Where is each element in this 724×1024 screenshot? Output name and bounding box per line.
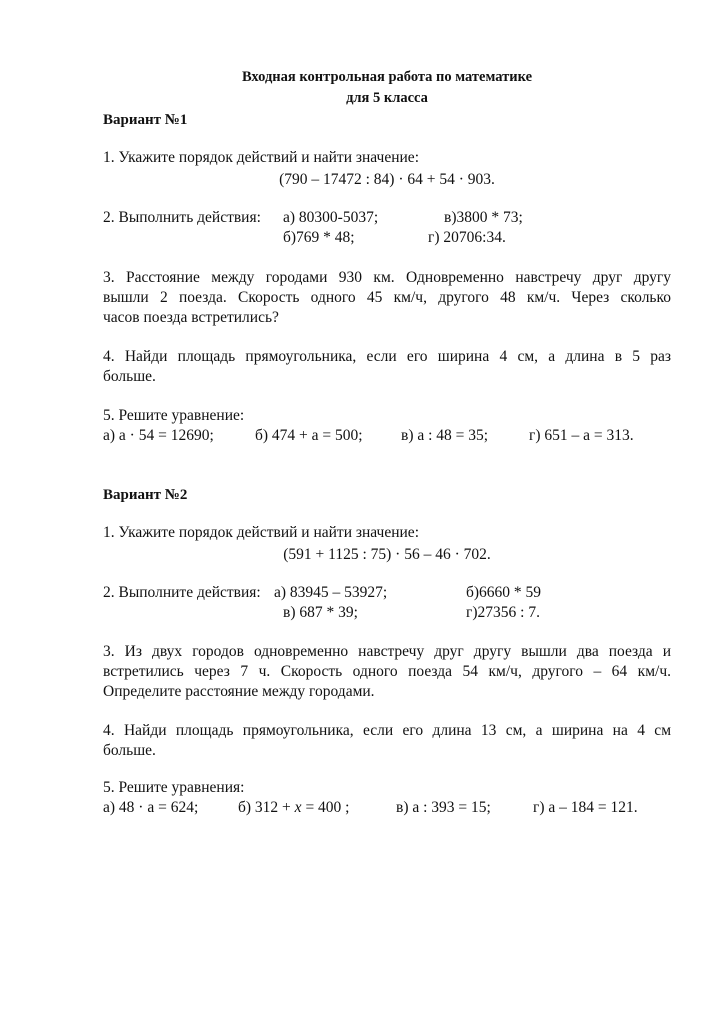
v1-q5-text: 5. Решите уравнение: bbox=[103, 407, 245, 424]
v2-q3-line2: встретились через 7 ч. Скорость одного поезда 54 км/ч, другого – 64 км/ч. bbox=[103, 663, 671, 680]
document-title-line1: Входная контрольная работа по математике bbox=[241, 69, 533, 85]
v1-q5-g: г) 651 – а = 313. bbox=[529, 427, 634, 444]
v2-q5-v: в) а : 393 = 15; bbox=[396, 799, 491, 816]
v1-q5-b: б) 474 + а = 500; bbox=[255, 427, 363, 444]
v1-q5-v: в) а : 48 = 35; bbox=[401, 427, 489, 444]
v2-q2-v: в) 687 * 39; bbox=[283, 604, 358, 621]
v1-q3-line2: вышли 2 поезда. Скорость одного 45 км/ч, другого 48 км/ч. Через сколько bbox=[103, 289, 671, 306]
document-title-line2: для 5 класса bbox=[346, 90, 428, 106]
v1-q5-a: а) а · 54 = 12690; bbox=[103, 427, 214, 444]
v2-q3-line3: Определите расстояние между городами. bbox=[103, 683, 375, 700]
v1-q4-line2: больше. bbox=[103, 368, 156, 385]
v1-q3-line1: 3. Расстояние между городами 930 км. Одновременно навстречу друг другу bbox=[103, 269, 671, 286]
variant2-heading: Вариант №2 bbox=[103, 487, 188, 503]
v2-q2-g: г)27356 : 7. bbox=[466, 604, 540, 621]
v2-q3-line1: 3. Из двух городов одновременно навстречу друг другу вышли два поезда и bbox=[103, 643, 671, 660]
v2-q2-a: а) 83945 – 53927; bbox=[274, 584, 388, 601]
v1-q2-b: б)769 * 48; bbox=[283, 229, 355, 246]
v2-q5-b-var: х bbox=[294, 799, 302, 816]
variant1-heading: Вариант №1 bbox=[103, 112, 188, 128]
v2-q4-line2: больше. bbox=[103, 742, 156, 759]
v1-q3-line3: часов поезда встретились? bbox=[103, 309, 279, 326]
v1-q2-a: а) 80300-5037; bbox=[283, 209, 379, 226]
v1-q2-g: г) 20706:34. bbox=[428, 229, 506, 246]
v2-q4-line1: 4. Найди площадь прямоугольника, если его длина 13 см, а ширина на 4 см bbox=[103, 722, 671, 739]
v1-q4-line1: 4. Найди площадь прямоугольника, если его ширина 4 см, а длина в 5 раз bbox=[103, 348, 671, 365]
v1-q1-expression: (790 – 17472 : 84) · 64 + 54 · 903. bbox=[279, 171, 495, 188]
v2-q5-b-post: = 400 ; bbox=[301, 799, 350, 816]
v2-q1-expression: (591 + 1125 : 75) · 56 – 46 · 702. bbox=[283, 546, 491, 563]
v2-q1-text: 1. Укажите порядок действий и найти значение: bbox=[103, 524, 419, 541]
v2-q5-b-pre: б) 312 + bbox=[238, 799, 295, 816]
v1-q1-text: 1. Укажите порядок действий и найти значение: bbox=[103, 149, 419, 166]
v2-q2-b: б)6660 * 59 bbox=[466, 584, 542, 601]
v2-q5-g: г) а – 184 = 121. bbox=[533, 799, 638, 816]
v1-q2-label: 2. Выполнить действия: bbox=[103, 209, 261, 226]
v2-q5-b bbox=[238, 798, 350, 818]
v2-q2-label: 2. Выполните действия: bbox=[103, 584, 261, 601]
v1-q2-v: в)3800 * 73; bbox=[444, 209, 523, 226]
v2-q5-text: 5. Решите уравнения: bbox=[103, 779, 245, 796]
v2-q5-a: а) 48 · а = 624; bbox=[103, 799, 199, 816]
